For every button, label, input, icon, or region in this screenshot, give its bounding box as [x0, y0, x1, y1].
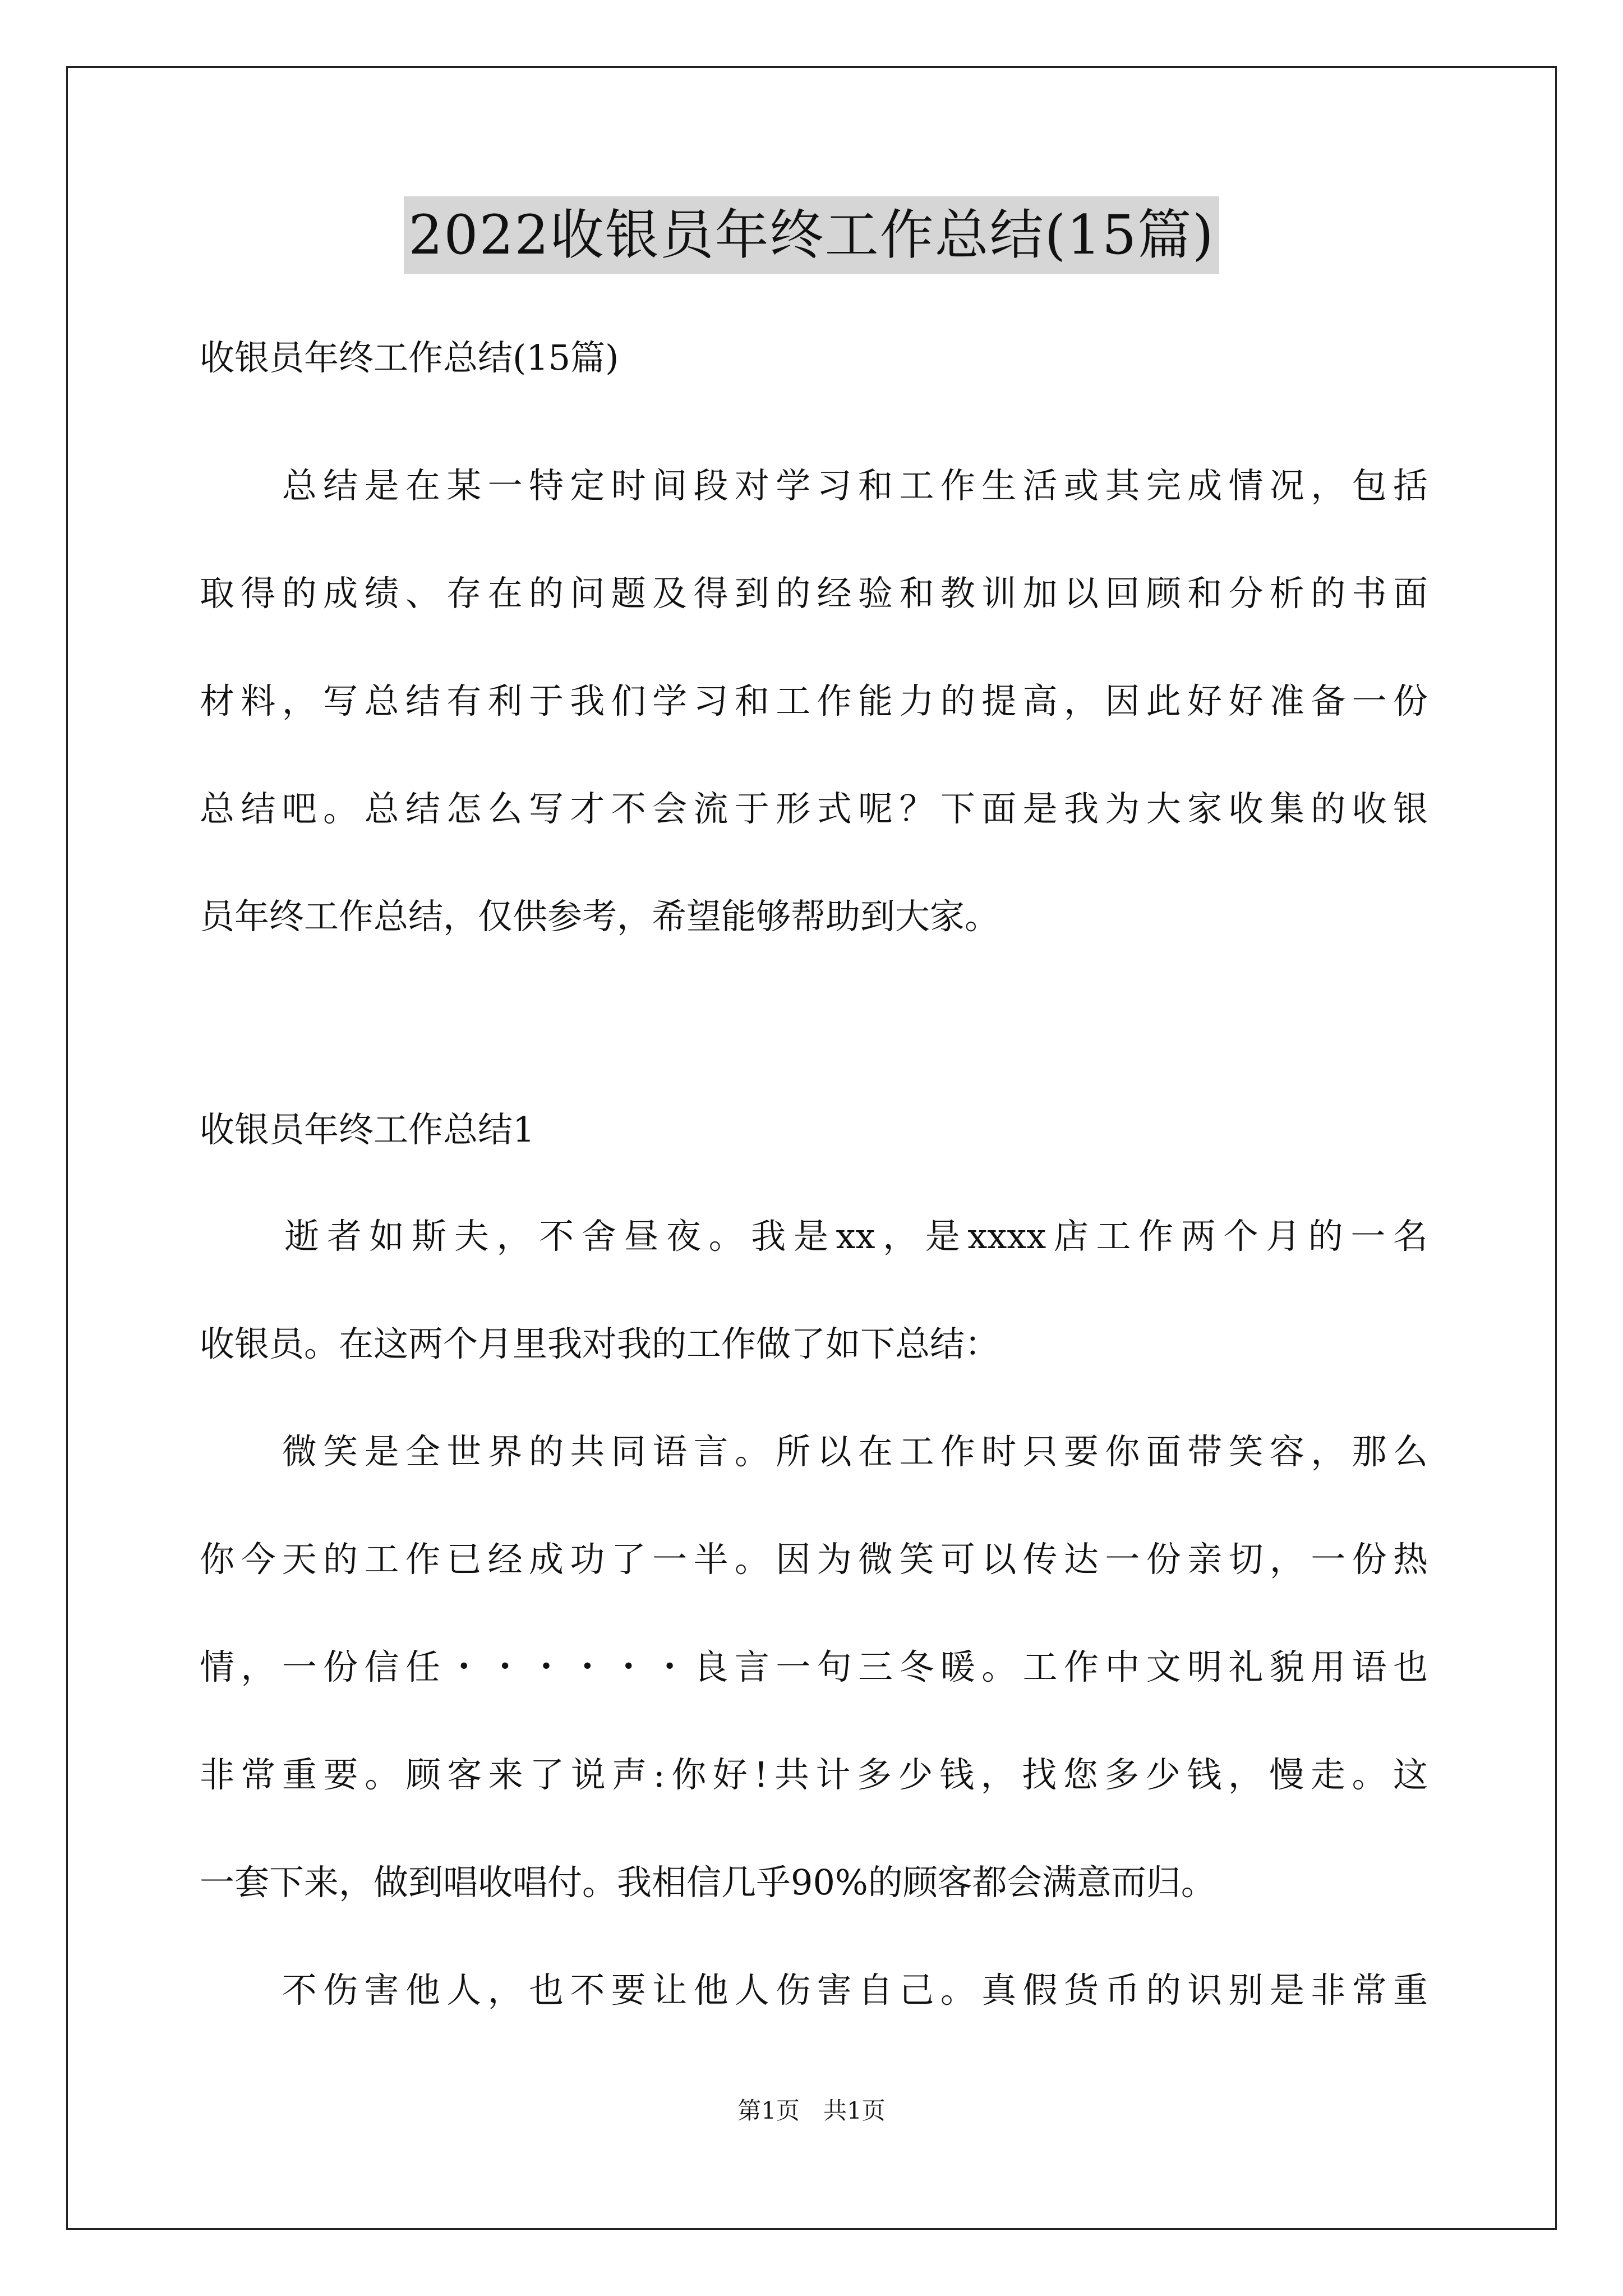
page-number: 第1页 共1页 [737, 2097, 886, 2124]
page-footer [0, 2095, 1623, 2127]
paragraph-2-line-4: 非常重要。顾客来了说声:你好!共计多少钱，找您多少钱，慢走。这 [200, 1754, 1428, 1795]
paragraph-2-line-3: 情，一份信任・・・・・・良言一句三冬暖。工作中文明礼貌用语也 [200, 1646, 1428, 1687]
paragraph-2-line-2: 你今天的工作已经成功了一半。因为微笑可以传达一份亲切，一份热 [200, 1539, 1428, 1580]
paragraph-intro-line-1: 总结是在某一特定时间段对学习和工作生活或其完成情况，包括 [200, 465, 1428, 506]
paragraph-2-line-1: 微笑是全世界的共同语言。所以在工作时只要你面带笑容，那么 [200, 1431, 1428, 1472]
paragraph-intro-line-3: 材料，写总结有利于我们学习和工作能力的提高，因此好好准备一份 [200, 680, 1428, 721]
subtitle-line: 收银员年终工作总结(15篇) [200, 337, 619, 378]
paragraph-intro-line-5: 员年终工作总结，仅供参考，希望能够帮助到大家。 [200, 896, 1000, 937]
paragraph-intro-line-4: 总结吧。总结怎么写才不会流于形式呢？下面是我为大家收集的收银 [200, 788, 1428, 829]
title-container [0, 196, 1623, 274]
document-title[interactable]: 2022收银员年终工作总结(15篇) [404, 196, 1219, 274]
paragraph-intro-line-2: 取得的成绩、存在的问题及得到的经验和教训加以回顾和分析的书面 [200, 573, 1428, 614]
paragraph-1-line-1: 逝者如斯夫，不舍昼夜。我是xx，是xxxx店工作两个月的一名 [200, 1216, 1428, 1257]
section-heading: 收银员年终工作总结1 [200, 1109, 535, 1150]
paragraph-1-line-2: 收银员。在这两个月里我对我的工作做了如下总结： [200, 1323, 1000, 1364]
paragraph-3-line-1: 不伤害他人，也不要让他人伤害自己。真假货币的识别是非常重 [200, 1970, 1428, 2010]
paragraph-2-line-5: 一套下来，做到唱收唱付。我相信几乎90%的顾客都会满意而归。 [200, 1862, 1216, 1903]
